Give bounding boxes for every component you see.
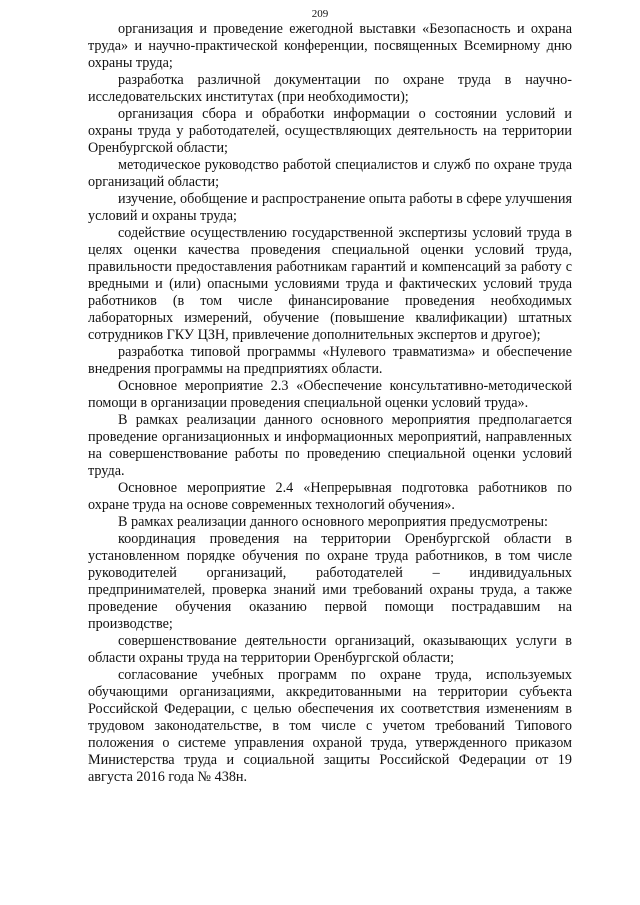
paragraph: методическое руководство работой специалистов и служб по охране труда организаций области; [88, 157, 572, 190]
body-text [88, 21, 572, 786]
paragraph: совершенствование деятельности организаций, оказывающих услуги в области охраны труда на территории Оренбургской области; [88, 633, 572, 666]
paragraph: согласование учебных программ по охране труда, используемых обучающими организациями, аккредитованными на территории субъекта Российской Федерации, с целью обеспечения их соответствия изменениям в трудовом законодательстве, в том числе с учетом требований Типового положения о системе управления охраной труда, утвержденного приказом Министерства труда и социальной защиты Российской Федерации от 19 августа 2016 года № 438н. [88, 667, 572, 785]
paragraph: координация проведения на территории Оренбургской области в установленном порядке обучения по охране труда работников, в том числе руководителей организаций, работодателей – индивидуальных предпринимателей, проверка знаний ими требований охраны труда, а также проведение обучения оказанию первой помощи пострадавшим на производстве; [88, 531, 572, 632]
paragraph: разработка типовой программы «Нулевого травматизма» и обеспечение внедрения программы на предприятиях области. [88, 344, 572, 377]
paragraph: В рамках реализации данного основного мероприятия предполагается проведение организационных и информационных мероприятий, направленных на совершенствование работы по проведению специальной оценки условий труда. [88, 412, 572, 479]
paragraph: организация сбора и обработки информации о состоянии условий и охраны труда у работодателей, осуществляющих деятельность на территории Оренбургской области; [88, 106, 572, 156]
paragraph: содействие осуществлению государственной экспертизы условий труда в целях оценки качества проведения специальной оценки условий труда, правильности предоставления работникам гарантий и компенсаций за работу с вредными и (или) опасными условиями труда и фактических условий труда работников (в том числе финансирование проведения необходимых лабораторных измерений, обучение (повышение квалификации) штатных сотрудников ГКУ ЦЗН, привлечение дополнительных экспертов и другое); [88, 225, 572, 343]
page-number: 209 [311, 8, 329, 20]
paragraph: Основное мероприятие 2.4 «Непрерывная подготовка работников по охране труда на основе современных технологий обучения». [88, 480, 572, 513]
paragraph: организация и проведение ежегодной выставки «Безопасность и охрана труда» и научно-практической конференции, посвященных Всемирному дню охраны труда; [88, 21, 572, 71]
paragraph: Основное мероприятие 2.3 «Обеспечение консультативно-методической помощи в организации проведения специальной оценки условий труда». [88, 378, 572, 411]
paragraph: изучение, обобщение и распространение опыта работы в сфере улучшения условий и охраны труда; [88, 191, 572, 224]
paragraph: разработка различной документации по охране труда в научно-исследовательских институтах (при необходимости); [88, 72, 572, 105]
paragraph: В рамках реализации данного основного мероприятия предусмотрены: [118, 514, 548, 530]
